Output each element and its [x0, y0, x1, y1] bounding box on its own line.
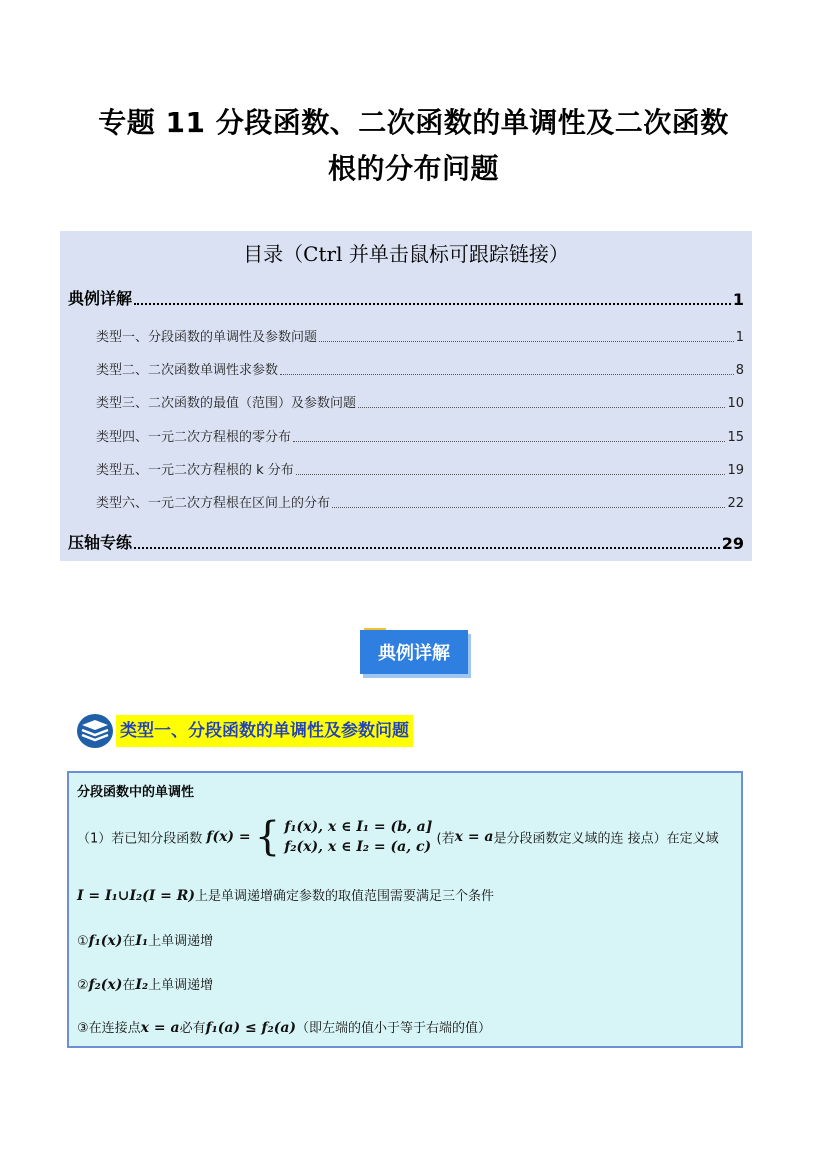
examples-badge — [360, 630, 468, 674]
toc-entry-page: 22 — [727, 496, 744, 511]
toc-leader-dots — [280, 374, 734, 375]
page-title — [60, 100, 767, 192]
concept-box — [67, 771, 743, 1048]
toc-entry-final-practice[interactable] — [68, 530, 744, 553]
toc-entry-type1[interactable] — [96, 326, 744, 345]
toc-entry-label: 类型三、二次函数的最值（范围）及参数问题 — [96, 396, 357, 411]
table-of-contents — [60, 231, 752, 561]
toc-entry-label: 压轴专练 — [68, 533, 133, 552]
toc-entry-page: 10 — [727, 396, 744, 411]
brace: { — [254, 814, 281, 860]
toc-entry-label: 类型二、二次函数单调性求参数 — [96, 363, 279, 378]
box-title: 分段函数中的单调性 — [77, 785, 195, 800]
toc-entry-page: 1 — [732, 290, 744, 309]
toc-heading: 目录（Ctrl 并单击鼠标可跟踪链接） — [243, 242, 569, 266]
toc-entry-page: 29 — [721, 534, 744, 553]
toc-entry-label: 类型五、一元二次方程根的 k 分布 — [96, 463, 294, 478]
toc-leader-dots — [332, 507, 725, 508]
badge-decoration — [364, 628, 386, 634]
title-line-2: 根的分布问题 — [327, 152, 499, 185]
badge-label: 典例详解 — [378, 643, 450, 664]
toc-leader-dots — [134, 303, 731, 305]
function-name: f(x) = — [206, 829, 251, 845]
toc-leader-dots — [134, 547, 720, 549]
condition-intro: （1）若已知分段函数 f(x) = { f₁(x), x ∈ I₁ = (b, a] f₂(x), x ∈ I₂ = (a, c) (若x = a是分段函数定义域的连 接点）在定义域 — [77, 814, 719, 860]
toc-entry-label: 典例详解 — [68, 289, 133, 308]
title-line-1: 专题 11 分段函数、二次函数的单调性及二次函数 — [98, 106, 729, 139]
toc-entry-page: 19 — [727, 463, 744, 478]
toc-entry-type2[interactable] — [96, 359, 744, 378]
toc-entry-type6[interactable] — [96, 492, 744, 511]
toc-entry-label: 类型四、一元二次方程根的零分布 — [96, 430, 292, 445]
toc-leader-dots — [293, 441, 725, 442]
toc-leader-dots — [296, 474, 726, 475]
toc-leader-dots — [319, 341, 734, 342]
toc-entry-type3[interactable] — [96, 392, 744, 411]
toc-entry-label: 类型一、分段函数的单调性及参数问题 — [96, 330, 318, 345]
toc-entry-page: 1 — [735, 330, 744, 345]
toc-entry-page: 8 — [735, 363, 744, 378]
toc-entry-type4[interactable] — [96, 426, 744, 445]
toc-entry-label: 类型六、一元二次方程根在区间上的分布 — [96, 496, 331, 511]
stacked-books-icon — [76, 713, 114, 749]
toc-leader-dots — [358, 407, 725, 408]
condition-3: ③在连接点x = a必有f₁(a) ≤ f₂(a)（即左端的值小于等于右端的值） — [77, 1020, 492, 1036]
toc-entry-page: 15 — [727, 430, 744, 445]
section-title: 类型一、分段函数的单调性及参数问题 — [116, 715, 413, 747]
toc-entry-examples[interactable] — [68, 286, 744, 309]
piecewise-cases: f₁(x), x ∈ I₁ = (b, a] f₂(x), x ∈ I₂ = (a, c) — [284, 819, 433, 855]
condition-2: ②f₂(x)在I₂上单调递增 — [77, 977, 214, 993]
condition-1: ①f₁(x)在I₁上单调递增 — [77, 933, 214, 949]
toc-entry-type5[interactable] — [96, 459, 744, 478]
domain-statement: I = I₁∪I₂(I = R)上是单调递增确定参数的取值范围需要满足三个条件 — [77, 888, 495, 904]
